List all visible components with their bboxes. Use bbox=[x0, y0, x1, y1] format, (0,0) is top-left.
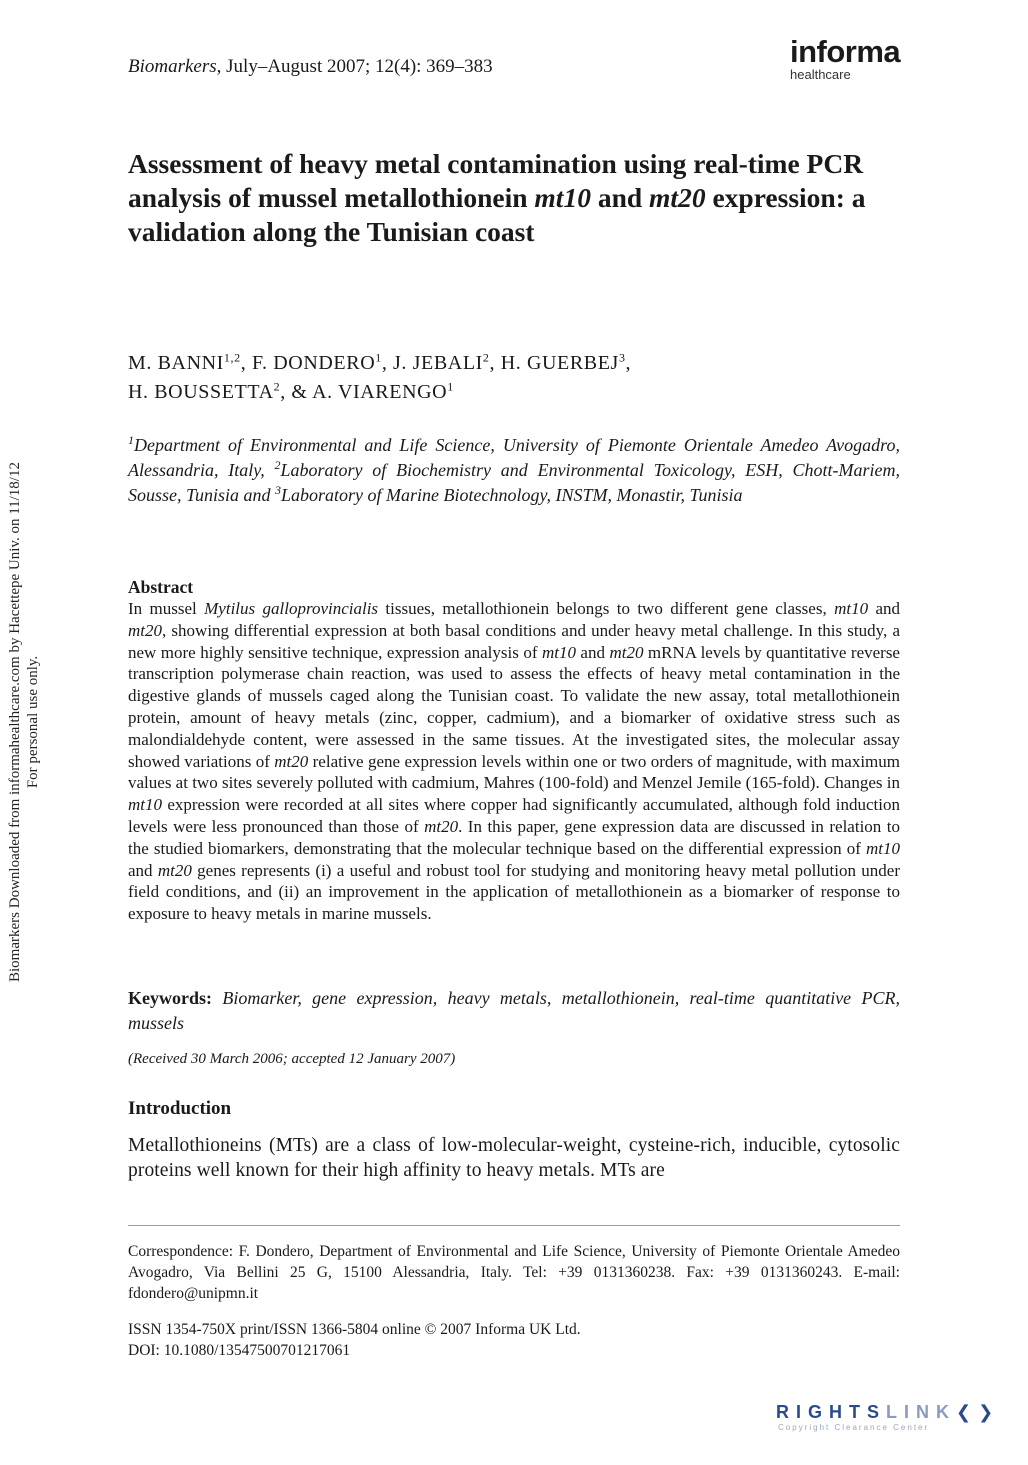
introduction-heading: Introduction bbox=[128, 1098, 232, 1119]
abstract-italic-term: mt10 bbox=[128, 795, 162, 815]
title-gene-mt10: mt10 bbox=[534, 182, 591, 213]
affiliation: Laboratory of Marine Biotechnology, INSTM, Monastir, Tunisia bbox=[281, 485, 743, 505]
author-name: M. BANNI bbox=[128, 352, 224, 374]
title-part: Assessment of heavy metal contamination using real-time PCR analysis of mussel metallothionein bbox=[128, 148, 864, 213]
abstract-italic-term: mt10 bbox=[834, 599, 869, 618]
author-affil-sup: 1 bbox=[447, 379, 454, 394]
rightslink-logo[interactable] bbox=[776, 1401, 1006, 1433]
introduction-text: Metallothioneins (MTs) are a class of low-molecular-weight, cysteine-rich, inducible, cytosolic proteins well known for their high affinity to heavy metals. MTs are bbox=[128, 1135, 900, 1181]
abstract-italic-term: mt10 bbox=[541, 642, 576, 662]
abstract-italic-term: mt20 bbox=[424, 816, 459, 836]
journal-issue: , July–August 2007; 12(4): 369–383 bbox=[216, 56, 493, 77]
rightslink-part-b: LINK bbox=[886, 1402, 957, 1422]
abstract-text: tissues, metallothionein belongs to two different gene classes, bbox=[378, 599, 835, 618]
download-watermark bbox=[6, 422, 42, 1022]
author-name: H. GUERBEJ bbox=[500, 352, 619, 374]
journal-citation bbox=[128, 56, 493, 78]
affil-sup: 2 bbox=[274, 458, 281, 472]
issn-line: ISSN 1354-750X print/ISSN 1366-5804 online © 2007 Informa UK Ltd. bbox=[128, 1321, 581, 1338]
author-list bbox=[128, 349, 908, 407]
abstract-text: genes represents (i) a useful and robust tool for studying and monitoring heavy metal pollution under field conditions, and (ii) an improvement in the application of metallothionein as a biomarker of response to exposure to heavy metals in marine mussels. bbox=[128, 860, 900, 924]
abstract-body bbox=[128, 598, 900, 925]
article-title bbox=[128, 147, 908, 249]
rightslink-wordmark bbox=[776, 1401, 1006, 1423]
abstract-text: expression were recorded at all sites where copper had significantly accumulated, although fold induction levels were less pronounced than those of bbox=[128, 795, 900, 836]
author-name: J. JEBALI bbox=[393, 352, 483, 374]
correspondence-note: Correspondence: F. Dondero, Department of Environmental and Life Science, University of Piemonte Orientale Amedeo Avogadro, Via Bellini 25 G, 15100 Alessandria, Italy. Tel: +39 0131360238. Fax: +39 0131360243. E-mail: fdondero@unipmn.it bbox=[128, 1243, 900, 1302]
author-sep: , bbox=[489, 352, 501, 374]
rightslink-arrow-icon: ❮❯ bbox=[956, 1402, 1001, 1422]
abstract-heading: Abstract bbox=[128, 577, 194, 597]
abstract-italic-term: mt10 bbox=[866, 838, 900, 858]
abstract-text: , showing differential expression at both basal conditions and under heavy metal challenge. In this study, a new more highly sensitive technique, expression analysis of bbox=[128, 620, 900, 662]
rightslink-part-a: RIGHTS bbox=[776, 1402, 887, 1422]
journal-name: Biomarkers bbox=[128, 56, 217, 77]
affiliations bbox=[128, 433, 900, 508]
abstract-italic-term: Mytilus galloprovincialis bbox=[204, 599, 379, 618]
watermark-line-2: For personal use only. bbox=[25, 655, 41, 789]
author-name: H. BOUSSETTA bbox=[128, 381, 274, 403]
abstract-italic-term: mt20 bbox=[274, 751, 309, 771]
author-name: A. VIARENGO bbox=[312, 381, 448, 403]
author-affil-sup: 2 bbox=[482, 350, 490, 365]
abstract-text: . In this paper, gene expression data are discussed in relation to the studied biomarkers, demonstrating that the molecular technique based on the differential expression of bbox=[128, 816, 900, 858]
logo-main-text: informa bbox=[790, 34, 901, 69]
author-sep: , bbox=[240, 352, 252, 374]
author-sep: , bbox=[381, 352, 394, 374]
abstract-text: and bbox=[575, 642, 610, 662]
footnote-divider bbox=[128, 1225, 900, 1226]
author-affil-sup: 3 bbox=[618, 350, 626, 365]
abstract-italic-term: mt20 bbox=[609, 642, 644, 662]
author-affil-sup: 1,2 bbox=[223, 350, 241, 365]
abstract-text: In mussel bbox=[128, 599, 205, 618]
affil-sup: 1 bbox=[128, 433, 134, 447]
title-part: expression: a validation along the Tunisian coast bbox=[128, 182, 866, 247]
abstract-italic-term: mt20 bbox=[157, 860, 192, 880]
watermark-line-1: Biomarkers Downloaded from informahealthcare.com by Hacettepe Univ. on 11/18/12 bbox=[7, 462, 23, 982]
logo-sub-text: healthcare bbox=[790, 67, 851, 82]
keywords-label: Keywords: bbox=[128, 988, 212, 1008]
author-name: F. DONDERO bbox=[251, 352, 376, 374]
author-affil-sup: 1 bbox=[375, 350, 382, 365]
affiliation: Laboratory of Biochemistry and Environmental Toxicology, ESH, Chott-Mariem, Sousse, Tunisia and bbox=[128, 460, 900, 505]
abstract-text: and bbox=[868, 599, 900, 618]
author-sep: , bbox=[625, 352, 632, 374]
affiliation: Department of Environmental and Life Science, University of Piemonte Orientale Amedeo Avogadro, Alessandria, Italy, bbox=[128, 435, 900, 480]
rightslink-subtitle: Copyright Clearance Center bbox=[778, 1423, 930, 1432]
abstract-italic-term: mt20 bbox=[128, 620, 162, 640]
informa-logo bbox=[790, 36, 905, 82]
abstract-text: and bbox=[128, 860, 158, 880]
author-affil-sup: 2 bbox=[273, 379, 281, 394]
doi-line: DOI: 10.1080/13547500701217061 bbox=[128, 1342, 351, 1359]
title-part: and bbox=[590, 182, 650, 213]
affil-sup: 3 bbox=[275, 483, 282, 497]
keywords-list: Biomarker, gene expression, heavy metals, metallothionein, real-time quantitative PCR, mussels bbox=[128, 988, 901, 1033]
issn-doi-block bbox=[128, 1319, 900, 1361]
abstract-text: relative gene expression levels within one or two orders of magnitude, with maximum values at two sites severely polluted with cadmium, Mahres (100-fold) and Menzel Jemile (165-fold). Changes in bbox=[128, 751, 901, 793]
abstract-text: mRNA levels by quantitative reverse transcription polymerase chain reaction, was used to assess the effects of heavy metal contamination in the digestive glands of mussels caged along the Tunisian coast. To validate the new assay, total metallothionein protein, amount of heavy metals (zinc, copper, cadmium), and a biomarker of oxidative stress such as malondialdehyde content, were assessed in the same tissues. At the investigated sites, the molecular assay showed variations of bbox=[128, 642, 900, 771]
author-sep: , & bbox=[280, 381, 313, 403]
keywords bbox=[128, 986, 900, 1036]
received-dates: (Received 30 March 2006; accepted 12 January 2007) bbox=[128, 1051, 456, 1067]
title-gene-mt20: mt20 bbox=[649, 182, 706, 213]
